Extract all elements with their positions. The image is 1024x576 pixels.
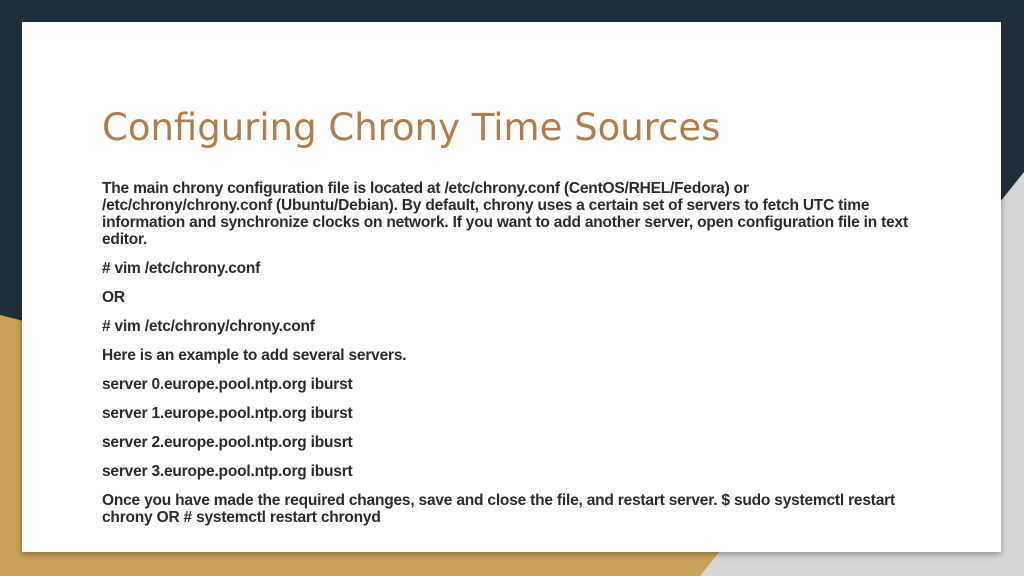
- slide-title: Configuring Chrony Time Sources: [102, 106, 721, 149]
- body-paragraph-intro: The main chrony configuration file is located at /etc/chrony.conf (CentOS/RHEL/Fedora) or /etc/chrony/chrony.conf (Ubuntu/Debian). By default, chrony uses a certain set of servers to fetch UTC time information and synchronize clocks on network. If you want to add another server, open configuration file in text editor.: [102, 180, 908, 248]
- body-command-vim-etc-chrony: # vim /etc/chrony/chrony.conf: [102, 318, 315, 335]
- body-or-separator: OR: [102, 289, 125, 306]
- body-server-line-1: server 1.europe.pool.ntp.org iburst: [102, 405, 353, 422]
- body-server-line-0: server 0.europe.pool.ntp.org iburst: [102, 376, 353, 393]
- body-server-line-3: server 3.europe.pool.ntp.org ibusrt: [102, 463, 353, 480]
- slide-body: [102, 180, 912, 538]
- body-example-intro: Here is an example to add several servers.: [102, 347, 407, 364]
- body-command-vim-etc: # vim /etc/chrony.conf: [102, 260, 261, 277]
- body-paragraph-restart: Once you have made the required changes, save and close the file, and restart server. $ sudo systemctl restart chrony OR # systemctl restart chronyd: [102, 492, 895, 526]
- slide-card: [22, 22, 1001, 552]
- body-server-line-2: server 2.europe.pool.ntp.org ibusrt: [102, 434, 353, 451]
